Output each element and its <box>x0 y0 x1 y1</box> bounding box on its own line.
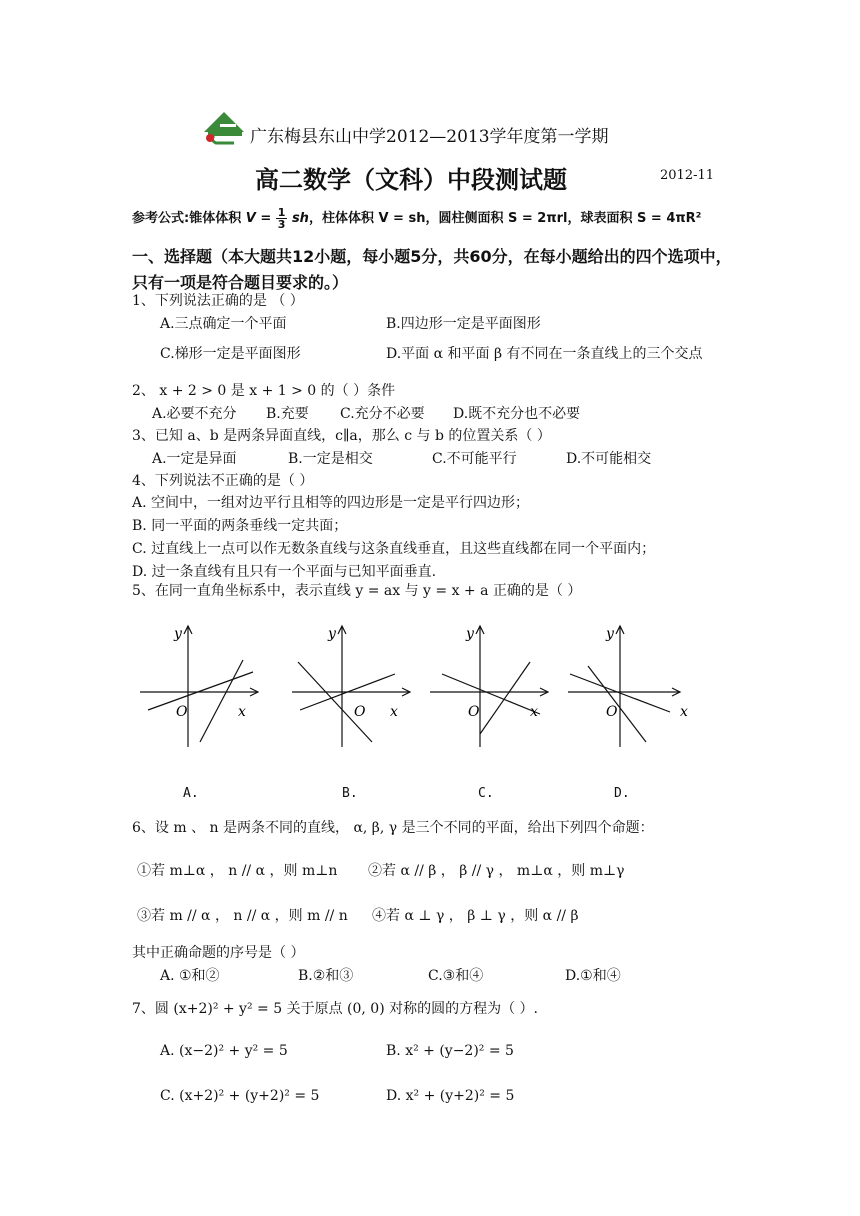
q6-stem: 6、设 m 、 n 是两条不同的直线， α, β, γ 是三个不同的平面，给出下列四个命题： <box>132 820 654 836</box>
formula-prefix: 参考公式:锥体体积 <box>132 211 242 226</box>
fraction-numerator: 1 <box>277 206 286 219</box>
q4-option-c: C. 过直线上一点可以作无数条直线与这条直线垂直，且这些直线都在同一个平面内； <box>132 541 656 557</box>
q2-option-c: C.充分不必要 <box>340 406 425 422</box>
section-heading: 一、选择题（本大题共12小题，每小题5分，共60分，在每小题给出的四个选项中，只有一项是符合题目要求的。） <box>132 247 732 292</box>
graph-c-x-label: x <box>530 704 538 720</box>
q1-option-a: A.三点确定一个平面 <box>160 316 287 332</box>
q6-proposition-3: ③若 m // α ， n // α ，则 m // n <box>137 908 348 924</box>
q6-option-c: C.③和④ <box>428 968 484 984</box>
q6-proposition-2: ②若 α // β ， β // γ ， m⊥α ，则 m⊥γ <box>368 863 625 879</box>
graph-label-c: C. <box>478 786 494 801</box>
formula-cone-tail: sh <box>291 211 309 226</box>
graph-b-origin-label: O <box>354 704 366 720</box>
q4-stem: 4、下列说法不正确的是（ ） <box>132 473 314 489</box>
q2-stem: 2、 x + 2 > 0 是 x + 1 > 0 的（ ）条件 <box>132 383 396 399</box>
q2-option-b: B.充要 <box>266 406 309 422</box>
q6-proposition-1: ①若 m⊥α ， n // α ，则 m⊥n <box>137 863 338 879</box>
formula-cone-lhs: V = <box>245 211 276 226</box>
reference-formulas <box>132 207 701 230</box>
graph-d-x-label: x <box>680 704 688 720</box>
q1-stem: 1、下列说法正确的是 （ ） <box>132 293 304 309</box>
q3-option-c: C.不可能平行 <box>432 451 517 467</box>
q3-stem: 3、已知 a、b 是两条异面直线，c∥a，那么 c 与 b 的位置关系（ ） <box>132 428 551 444</box>
graph-b-y-label: y <box>328 626 336 642</box>
graph-label-a: A. <box>183 786 199 801</box>
q7-option-d: D. x² + (y+2)² = 5 <box>386 1088 515 1104</box>
q3-option-d: D.不可能相交 <box>566 451 652 467</box>
formula-fraction <box>276 207 288 230</box>
formula-rest: ，柱体体积 V = sh，圆柱侧面积 S = 2πrl，球表面积 S = 4πR² <box>308 211 702 226</box>
page-title: 高二数学（文科）中段测试题 <box>255 166 567 194</box>
school-logo-icon <box>200 110 248 150</box>
graph-label-b: B. <box>342 786 358 801</box>
graph-b-x-label: x <box>390 704 398 720</box>
graph-c-origin-label: O <box>468 704 480 720</box>
q7-stem: 7、圆 (x+2)² + y² = 5 关于原点 (0, 0) 对称的圆的方程为（ ）. <box>132 1001 539 1017</box>
q1-option-d: D.平面 α 和平面 β 有不同在一条直线上的三个交点 <box>386 346 703 362</box>
q6-option-b: B.②和③ <box>298 968 354 984</box>
q1-option-b: B.四边形一定是平面图形 <box>386 316 541 332</box>
q6-ask: 其中正确命题的序号是（ ） <box>132 945 305 961</box>
q6-option-d: D.①和④ <box>565 968 621 984</box>
graph-a-x-label: x <box>238 704 246 720</box>
q7-option-b: B. x² + (y−2)² = 5 <box>386 1043 514 1059</box>
graph-d <box>566 622 696 752</box>
q6-option-a: A. ①和② <box>160 968 220 984</box>
q7-option-a: A. (x−2)² + y² = 5 <box>160 1043 288 1059</box>
graph-d-y-label: y <box>606 626 614 642</box>
q1-option-c: C.梯形一定是平面图形 <box>160 346 301 362</box>
graph-a <box>138 622 268 752</box>
school-line: 广东梅县东山中学2012—2013学年度第一学期 <box>250 127 609 147</box>
fraction-denominator: 3 <box>277 218 286 231</box>
q3-option-a: A.一定是异面 <box>152 451 237 467</box>
graph-c-y-label: y <box>466 626 474 642</box>
q2-option-a: A.必要不充分 <box>152 406 237 422</box>
q6-proposition-4: ④若 α ⊥ γ ， β ⊥ γ ，则 α // β <box>372 908 579 924</box>
q4-option-b: B. 同一平面的两条垂线一定共面； <box>132 518 348 534</box>
q4-option-d: D. 过一条直线有且只有一个平面与已知平面垂直. <box>132 564 437 580</box>
graph-c <box>428 622 558 752</box>
graph-label-d: D. <box>614 786 630 801</box>
graph-d-origin-label: O <box>606 704 618 720</box>
q4-option-a: A. 空间中，一组对边平行且相等的四边形是一定是平行四边形； <box>132 495 530 511</box>
exam-date: 2012-11 <box>660 168 715 183</box>
q3-option-b: B.一定是相交 <box>288 451 373 467</box>
graph-b <box>290 622 420 752</box>
q2-option-d: D.既不充分也不必要 <box>453 406 581 422</box>
q7-option-c: C. (x+2)² + (y+2)² = 5 <box>160 1088 320 1104</box>
graph-a-y-label: y <box>174 626 182 642</box>
graph-a-origin-label: O <box>176 704 188 720</box>
q5-stem: 5、在同一直角坐标系中，表示直线 y = ax 与 y = x + a 正确的是（ ） <box>132 583 582 599</box>
